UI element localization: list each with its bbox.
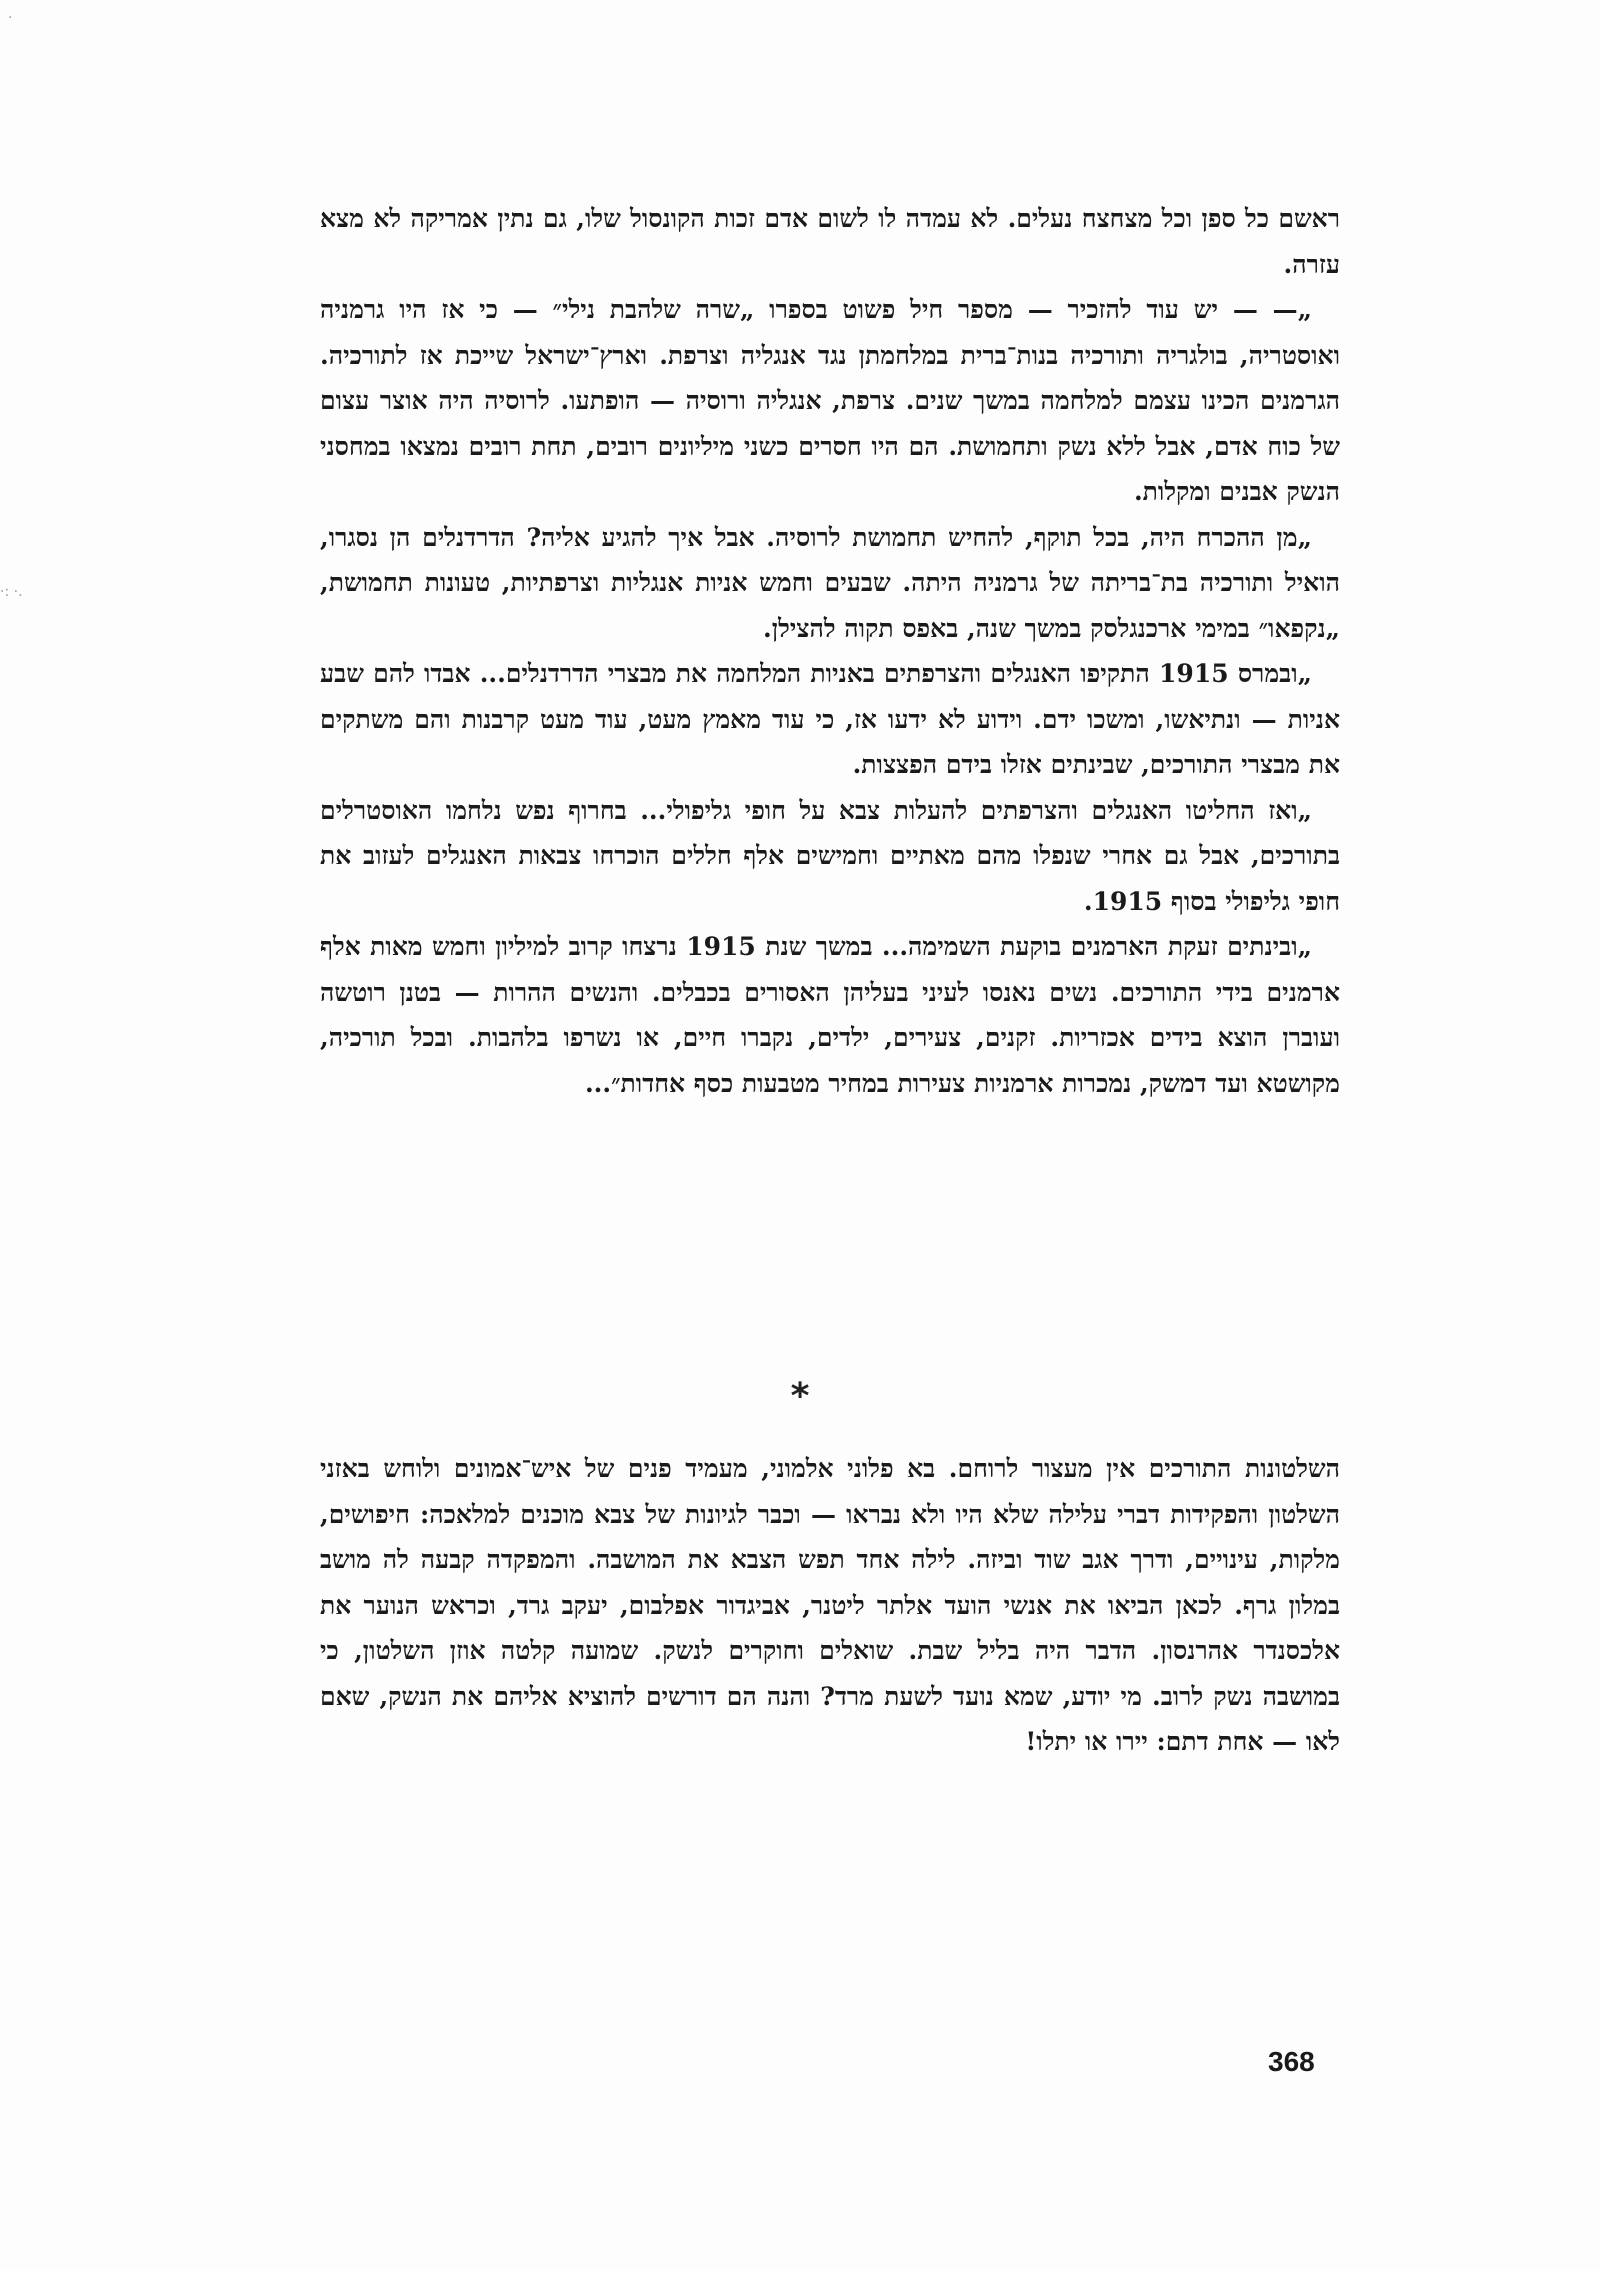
paragraph: „מן ההכרח היה, בכל תוקף, להחיש תחמושת לרוסיה. אבל איך להגיע אליה? הדרדנלים הן נסגרו, הואיל ותורכיה בת־בריתה של גרמניה היתה. שבעים וחמש אניות אנגליות וצרפתיות, טעונות תחמושת, „נקפאו״ במימי ארכנגלסק במשך שנה, באפס תקוה להצילן. (320, 522, 1340, 643)
paragraph: „ובמרס 1915 התקיפו האנגלים והצרפתים באניות המלחמה את מבצרי הדרדנלים... אבדו להם שבע אניות — ונתיאשו, ומשכו ידם. וידוע לא ידעו אז, כי עוד מאמץ מעט, עוד מעט קרבנות והם משתקים את מבצרי התורכים, שבינתים אזלו בידם הפצצות. (320, 659, 1340, 779)
body-text-top (320, 196, 1340, 1106)
paragraph: השלטונות התורכים אין מעצור לרוחם. בא פלוני אלמוני, מעמיד פנים של איש־אמונים ולוחש באזני השלטון והפקידות דברי עלילה שלא היו ולא נבראו — וכבר לגיונות של צבא מוכנים למלאכה: חיפושים, מלקות, עינויים, ודרך אגב שוד וביזה. לילה אחד תפש הצבא את המושבה. והמפקדה קבעה לה מושב במלון גרף. לכאן הביאו את אנשי הועד אלתר ליטנר, אביגדור אפלבום, יעקב גרד, וכראש הנוער את אלכסנדר אהרנסון. הדבר היה בליל שבת. שואלים וחוקרים לנשק. שמועה קלטה אוזן השלטון, כי במושבה נשק לרוב. מי יודע, שמא נועד לשעת מרד? והנה הם דורשים להוציא אליהם את הנשק, שאם לאו — אחת דתם: יירו או יתלו! (320, 1454, 1340, 1756)
page-number: 368 (1268, 2046, 1315, 2077)
scan-speck: ·: ·. (0, 584, 23, 600)
paragraph: „— — יש עוד להזכיר — מספר חיל פשוט בספרו „שרה שלהבת נילי״ — כי אז היו גרמניה ואוסטריה, בולגריה ותורכיה בנות־ברית במלחמתן נגד אנגליה וצרפת. וארץ־ישראל שייכת אז לתורכיה. הגרמנים הכינו עצמם למלחמה במשך שנים. צרפת, אנגליה ורוסיה — הופתעו. לרוסיה היה אוצר עצום של כוח אדם, אבל ללא נשק ותחמושת. הם היו חסרים כשני מיליונים רובים, תחת רובים נמצאו במחסני הנשק אבנים ומקלות. (320, 295, 1340, 506)
paragraph: „ובינתים זעקת הארמנים בוקעת השמימה... במשך שנת 1915 נרצחו קרוב למיליון וחמש מאות אלף ארמנים בידי התורכים. נשים נאנסו לעיני בעליהן האסורים בכבלים. והנשים ההרות — בטנן רוטשה ועוברן הוצא בידים אכזריות. זקנים, צעירים, ילדים, נקברו חיים, או נשרפו בלהבות. ובכל תורכיה, מקושטא ועד דמשק, נמכרות ארמניות צעירות במחיר מטבעות כסף אחדות״... (320, 932, 1340, 1098)
section-separator: * (790, 1376, 810, 1417)
body-text-bottom (320, 1446, 1340, 1765)
scan-speck: · (8, 10, 13, 26)
paragraph: „ואז החליטו האנגלים והצרפתים להעלות צבא על חופי גליפולי... בחרוף נפש נלחמו האוסטרלים בתורכים, אבל גם אחרי שנפלו מהם מאתיים וחמישים אלף חללים הוכרחו צבאות האנגלים לעזוב את חופי גליפולי בסוף 1915. (320, 795, 1340, 916)
paragraph: ראשם כל ספן וכל מצחצח נעלים. לא עמדה לו לשום אדם זכות הקונסול שלו, גם נתין אמריקה לא מצא עזרה. (320, 204, 1340, 279)
